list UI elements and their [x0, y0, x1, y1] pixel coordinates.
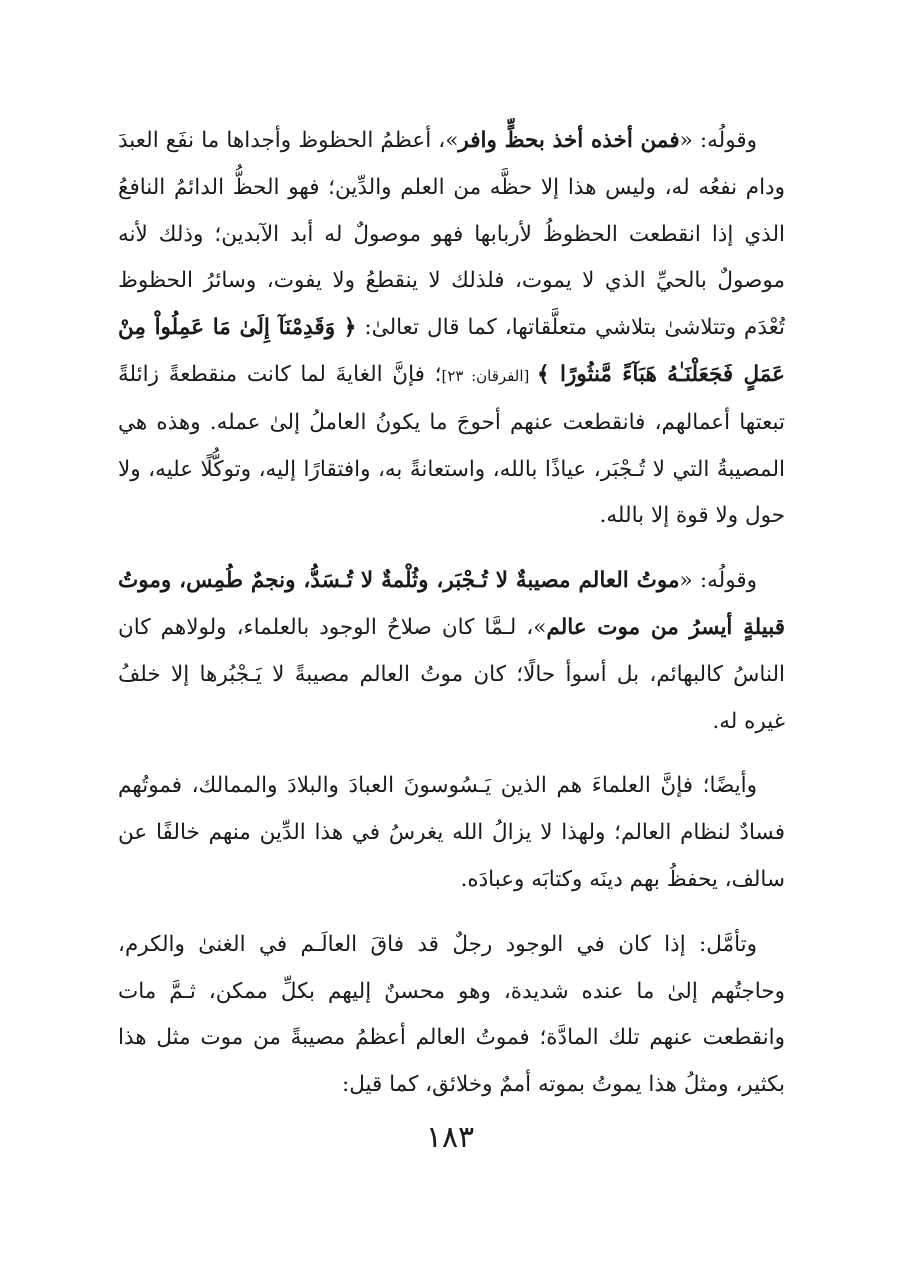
body-text — [118, 118, 785, 1127]
text-segment: وقولُه: « — [679, 568, 757, 594]
paragraph-1 — [118, 118, 785, 540]
hadith-quote: فمن أخذه أخذ بحظٍّ وافر — [458, 128, 680, 153]
text-segment: وتأمَّل: إذا كان في الوجود رجلٌ قد فاقَ العالَـم في الغنىٰ والكرم، وحاجتُهم إلىٰ ما عنده شديدة، وهو محسنٌ إليهم بكلِّ ممكن، ثـمَّ مات وانقطعت عنهم تلك المادَّة؛ فموتُ العالم أعظمُ مصيبةً من موت مثل هذا بكثير، ومثلُ هذا يموتُ بموته أممٌ وخلائق، كما قيل: — [118, 931, 785, 1098]
text-segment: وأيضًا؛ فإنَّ العلماءَ هم الذين يَـسُوسونَ العبادَ والبلادَ والممالك، فموتُهم فسادٌ لنظام العالم؛ ولهذا لا يزالُ الله يغرسُ في هذا الدِّين منهم خالفًا عن سالف، يحفظُ بهم دينَه وكتابَه وعبادَه. — [118, 773, 785, 892]
paragraph-2 — [118, 558, 785, 745]
page-number: ١٨٣ — [425, 1120, 475, 1155]
text-segment: ؛ فإنَّ الغايةَ لما كانت منقطعةً زائلةً تبعتها أعمالهم، فانقطعت عنهم أحوجَ ما يكونُ العاملُ إلىٰ عمله. وهذه هي المصيبةُ التي لا تُـجْبَر، عياذًا بالله، واستعانةً به، وافتقارًا إليه، وتوكُّلًا عليه، ولا حول ولا قوة إلا بالله. — [118, 361, 785, 529]
quran-verse: ﴿ وَقَدِمْنَآ إِلَىٰ مَا عَمِلُواْ مِنْ عَمَلٍ فَجَعَلْنَـٰهُ هَبَآءً مَّنثُورًا ﴾ — [118, 315, 786, 387]
paragraph-3 — [118, 763, 785, 903]
text-segment: »، أعظمُ الحظوظ وأجداها ما نفَع العبدَ ودام نفعُه له، وليس هذا إلا حظَّه من العلم والدِّين؛ فهو الحظُّ الدائمُ النافعُ الذي إذا انقطعت الحظوظُ لأربابها فهو موصولٌ له أبد الآبدين؛ وذلك لأنه موصولٌ بالحيِّ الذي لا يموت، فلذلك لا ينقطعُ ولا يفوت، وسائرُ الحظوظ تُعْدَم وتتلاشىٰ بتلاشي متعلَّقاتها، كما قال تعالىٰ: — [118, 128, 785, 341]
text-segment: وقولُه: « — [679, 128, 757, 153]
hadith-quote: موتُ العالم مصيبةٌ لا تُـجْبَر، وثُلْمةٌ لا تُـسَدُّ، ونجمٌ طُمِس، وموتُ قبيلةٍ أيسرُ من موت عالم — [118, 568, 785, 640]
verse-reference: [الفرقان: ٢٣] — [441, 366, 538, 385]
text-segment: »، لـمَّا كان صلاحُ الوجود بالعلماء، ولولاهم كان الناسُ كالبهائم، بل أسوأ حالًا؛ كان موتُ العالم مصيبةً لا يَـجْبُرها إلا خلفُ غيره له. — [118, 614, 785, 734]
paragraph-4 — [118, 922, 785, 1109]
